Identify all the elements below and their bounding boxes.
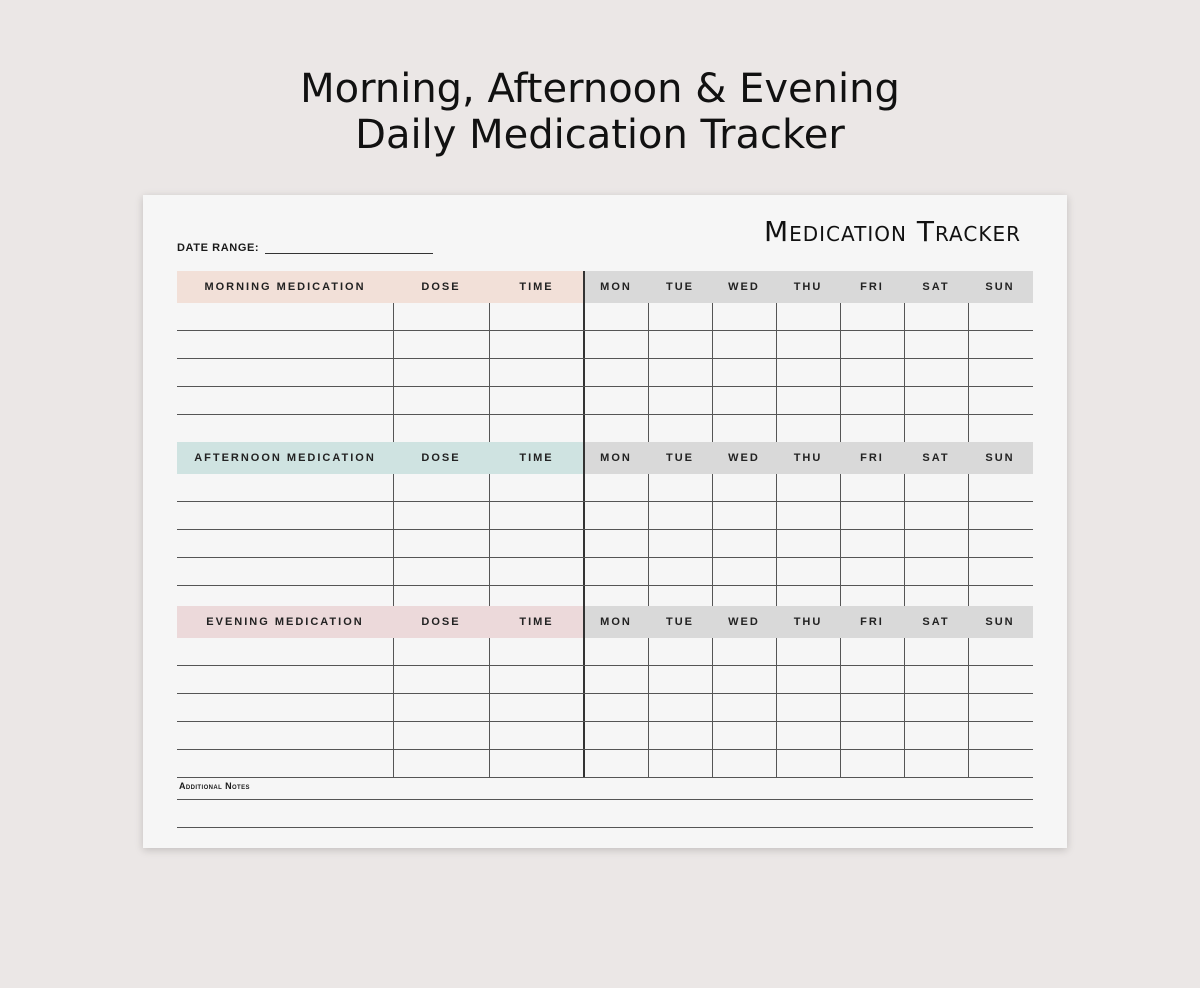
- column-line: [489, 331, 490, 358]
- table-row[interactable]: [177, 415, 1033, 443]
- column-line: [393, 722, 394, 749]
- section-header: [177, 442, 1033, 474]
- day-column-header: SUN: [985, 616, 1015, 628]
- day-column-header: MON: [600, 616, 632, 628]
- column-line: [648, 530, 649, 557]
- column-line: [648, 359, 649, 386]
- section-rows: [177, 474, 1033, 614]
- column-line: [776, 558, 777, 585]
- column-line: [712, 750, 713, 777]
- column-line: [393, 638, 394, 665]
- day-column-header: THU: [793, 452, 823, 464]
- column-line: [393, 694, 394, 721]
- column-line: [712, 387, 713, 414]
- column-line: [489, 638, 490, 665]
- column-line: [712, 722, 713, 749]
- column-line: [904, 303, 905, 330]
- column-line: [968, 303, 969, 330]
- date-range-label: DATE RANGE:: [177, 242, 260, 254]
- day-column-header: SUN: [985, 452, 1015, 464]
- column-line: [393, 331, 394, 358]
- column-line: [776, 303, 777, 330]
- column-line: [904, 331, 905, 358]
- column-line: [489, 722, 490, 749]
- column-line: [489, 502, 490, 529]
- headline-line-2: Daily Medication Tracker: [355, 112, 845, 158]
- day-column-header: WED: [728, 452, 760, 464]
- section-divider: [583, 502, 585, 529]
- column-line: [776, 530, 777, 557]
- column-line: [904, 415, 905, 442]
- medication-column-header: AFTERNOON MEDICATION: [194, 452, 376, 464]
- column-line: [393, 415, 394, 442]
- section-rows: [177, 303, 1033, 443]
- column-line: [968, 387, 969, 414]
- column-line: [840, 750, 841, 777]
- table-row[interactable]: [177, 502, 1033, 530]
- column-line: [712, 558, 713, 585]
- column-line: [393, 474, 394, 501]
- column-line: [712, 331, 713, 358]
- time-column-header: TIME: [519, 452, 554, 464]
- section-header: [177, 271, 1033, 303]
- column-line: [968, 750, 969, 777]
- day-column-header: SUN: [985, 281, 1015, 293]
- medication-column-header: MORNING MEDICATION: [204, 281, 366, 293]
- column-line: [904, 359, 905, 386]
- column-line: [393, 666, 394, 693]
- column-line: [648, 750, 649, 777]
- table-row[interactable]: [177, 722, 1033, 750]
- column-line: [776, 638, 777, 665]
- column-line: [776, 750, 777, 777]
- section-divider: [583, 474, 585, 501]
- date-range-field[interactable]: [265, 239, 433, 254]
- section-header: [177, 606, 1033, 638]
- table-row[interactable]: [177, 558, 1033, 586]
- column-line: [393, 387, 394, 414]
- column-line: [968, 502, 969, 529]
- column-line: [648, 722, 649, 749]
- column-line: [904, 666, 905, 693]
- column-line: [840, 359, 841, 386]
- column-line: [712, 666, 713, 693]
- page-headline: [0, 66, 1200, 158]
- section-divider: [583, 750, 585, 777]
- section-divider: [583, 442, 585, 474]
- column-line: [648, 415, 649, 442]
- column-line: [840, 666, 841, 693]
- column-line: [904, 502, 905, 529]
- column-line: [489, 558, 490, 585]
- column-line: [904, 750, 905, 777]
- column-line: [712, 638, 713, 665]
- column-line: [393, 750, 394, 777]
- column-line: [840, 558, 841, 585]
- table-row[interactable]: [177, 638, 1033, 666]
- section-divider: [583, 387, 585, 414]
- table-row[interactable]: [177, 694, 1033, 722]
- column-line: [840, 530, 841, 557]
- column-line: [968, 666, 969, 693]
- column-line: [968, 331, 969, 358]
- dose-column-header: DOSE: [421, 281, 461, 293]
- table-row[interactable]: [177, 666, 1033, 694]
- column-line: [776, 359, 777, 386]
- column-line: [489, 359, 490, 386]
- column-line: [648, 474, 649, 501]
- column-line: [776, 331, 777, 358]
- column-line: [904, 694, 905, 721]
- day-column-header: SAT: [922, 452, 950, 464]
- column-line: [968, 722, 969, 749]
- column-line: [648, 558, 649, 585]
- table-row[interactable]: [177, 387, 1033, 415]
- dose-column-header: DOSE: [421, 616, 461, 628]
- column-line: [968, 558, 969, 585]
- medication-section: [177, 606, 1033, 778]
- column-line: [840, 722, 841, 749]
- day-column-header: FRI: [860, 281, 884, 293]
- column-line: [840, 638, 841, 665]
- column-line: [712, 474, 713, 501]
- notes-label: Additional Notes: [177, 775, 1033, 800]
- column-line: [712, 359, 713, 386]
- column-line: [393, 502, 394, 529]
- column-line: [904, 722, 905, 749]
- column-line: [489, 474, 490, 501]
- medication-column-header: EVENING MEDICATION: [206, 616, 364, 628]
- day-column-header: THU: [793, 281, 823, 293]
- column-line: [489, 415, 490, 442]
- day-column-header: THU: [793, 616, 823, 628]
- column-line: [904, 530, 905, 557]
- column-line: [489, 530, 490, 557]
- column-line: [840, 474, 841, 501]
- column-line: [968, 530, 969, 557]
- column-line: [393, 303, 394, 330]
- day-column-header: TUE: [666, 452, 694, 464]
- day-column-header: WED: [728, 616, 760, 628]
- section-divider: [583, 331, 585, 358]
- column-line: [776, 387, 777, 414]
- column-line: [840, 502, 841, 529]
- time-column-header: TIME: [519, 616, 554, 628]
- column-line: [393, 558, 394, 585]
- notes-line[interactable]: [177, 800, 1033, 828]
- column-line: [840, 331, 841, 358]
- day-column-header: FRI: [860, 616, 884, 628]
- column-line: [968, 638, 969, 665]
- column-line: [904, 638, 905, 665]
- column-line: [648, 331, 649, 358]
- section-divider: [583, 694, 585, 721]
- column-line: [489, 750, 490, 777]
- column-line: [904, 387, 905, 414]
- column-line: [904, 474, 905, 501]
- tracker-sheet: [143, 195, 1067, 848]
- section-divider: [583, 530, 585, 557]
- additional-notes: [177, 775, 1033, 828]
- day-column-header: MON: [600, 452, 632, 464]
- date-range: [177, 239, 433, 254]
- column-line: [648, 694, 649, 721]
- medication-section: [177, 442, 1033, 614]
- column-line: [712, 415, 713, 442]
- column-line: [712, 694, 713, 721]
- section-divider: [583, 638, 585, 665]
- day-column-header: SAT: [922, 616, 950, 628]
- column-line: [968, 359, 969, 386]
- column-line: [648, 666, 649, 693]
- table-row[interactable]: [177, 303, 1033, 331]
- medication-section: [177, 271, 1033, 443]
- table-row[interactable]: [177, 359, 1033, 387]
- column-line: [840, 387, 841, 414]
- column-line: [968, 474, 969, 501]
- column-line: [840, 415, 841, 442]
- column-line: [648, 502, 649, 529]
- column-line: [489, 694, 490, 721]
- sheet-title: Medication Tracker: [763, 215, 1021, 248]
- section-rows: [177, 638, 1033, 778]
- column-line: [776, 694, 777, 721]
- dose-column-header: DOSE: [421, 452, 461, 464]
- table-row[interactable]: [177, 750, 1033, 778]
- column-line: [776, 722, 777, 749]
- column-line: [968, 694, 969, 721]
- column-line: [776, 502, 777, 529]
- column-line: [489, 303, 490, 330]
- column-line: [904, 558, 905, 585]
- column-line: [776, 415, 777, 442]
- table-row[interactable]: [177, 474, 1033, 502]
- day-column-header: TUE: [666, 281, 694, 293]
- column-line: [648, 303, 649, 330]
- column-line: [489, 387, 490, 414]
- column-line: [968, 415, 969, 442]
- day-column-header: TUE: [666, 616, 694, 628]
- table-row[interactable]: [177, 530, 1033, 558]
- section-divider: [583, 722, 585, 749]
- column-line: [648, 638, 649, 665]
- column-line: [840, 303, 841, 330]
- section-divider: [583, 359, 585, 386]
- column-line: [393, 530, 394, 557]
- section-divider: [583, 666, 585, 693]
- section-divider: [583, 303, 585, 330]
- column-line: [776, 666, 777, 693]
- table-row[interactable]: [177, 331, 1033, 359]
- column-line: [712, 502, 713, 529]
- day-column-header: WED: [728, 281, 760, 293]
- day-column-header: FRI: [860, 452, 884, 464]
- day-column-header: SAT: [922, 281, 950, 293]
- column-line: [393, 359, 394, 386]
- section-divider: [583, 271, 585, 303]
- section-divider: [583, 606, 585, 638]
- column-line: [712, 303, 713, 330]
- section-divider: [583, 558, 585, 585]
- headline-line-1: Morning, Afternoon & Evening: [300, 66, 900, 112]
- time-column-header: TIME: [519, 281, 554, 293]
- column-line: [648, 387, 649, 414]
- column-line: [712, 530, 713, 557]
- column-line: [840, 694, 841, 721]
- column-line: [776, 474, 777, 501]
- column-line: [489, 666, 490, 693]
- section-divider: [583, 415, 585, 442]
- day-column-header: MON: [600, 281, 632, 293]
